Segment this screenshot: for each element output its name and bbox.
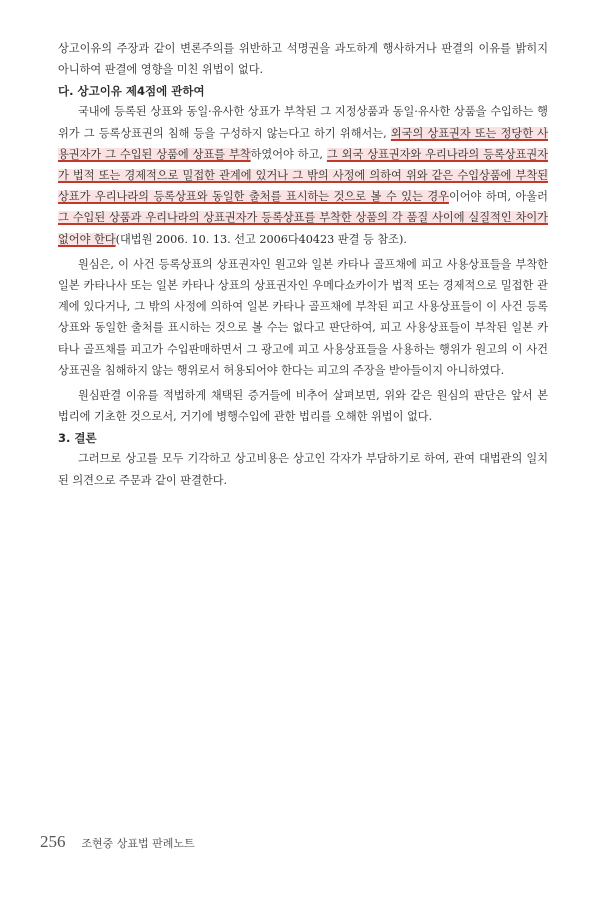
paragraph-2-text-d: (대법원 2006. 10. 13. 선고 2006다40423 판결 등 참조). <box>115 232 407 246</box>
paragraph-2-text-c: 이어야 하며, 아울러 <box>448 190 548 204</box>
highlighted-text-1: 외국의 상표권자 또는 정당한 사용권자가 그 수입된 상품에 상표를 부착 <box>58 126 548 161</box>
document-page <box>58 38 548 491</box>
paragraph-3: 원심은, 이 사건 등록상표의 상표권자인 원고와 일본 카타나 골프채에 피고 사용상표들을 부착한 일본 카타나사 또는 일본 카타나 상표의 상표권자인 우메다쇼카이가 법적 또는 경제적으로 밀접한 관계에 있다거나, 그 밖의 사정에 의하여 일본 카타나 골프채에 부착된 피고 사용상표들이 이 사건 등록상표와 동일한 출처를 표시하는 것으로 볼 수는 없다고 판단하여, 피고 사용상표들이 부착된 일본 카타나 골프채를 피고가 수입판매하면서 그 광고에 피고 사용상표들을 사용하는 행위가 원고의 이 사건 상표권을 침해하지 않는 행위로서 허용되어야 한다는 피고의 주장을 받아들이지 아니하였다. <box>58 257 548 377</box>
paragraph-5: 그러므로 상고를 모두 기각하고 상고비용은 상고인 각자가 부담하기로 하여, 관여 대법관의 일치된 의견으로 주문과 같이 판결한다. <box>58 452 548 487</box>
highlighted-text-3: 그 수입된 상품과 우리나라의 상표권자가 등록상표를 부착한 상품의 각 품질 사이에 실질적인 차이가 없어야 한다 <box>58 211 548 246</box>
paragraph-4: 원심판결 이유를 적법하게 채택된 증거들에 비추어 살펴보면, 위와 같은 원심의 판단은 앞서 본 법리에 기초한 것으로서, 거기에 병행수입에 관한 법리를 오해한 위법이 없다. <box>58 389 548 424</box>
section-heading-d: 다. 상고이유 제4점에 관하여 <box>58 84 205 99</box>
section-heading-3: 3. 결론 <box>58 431 97 446</box>
page-footer <box>40 832 195 852</box>
paragraph-2-text-a: 국내에 등록된 상표와 동일·유사한 상표가 부착된 그 지정상품과 동일·유사한 상품을 수입하는 행위가 그 등록상표권의 침해 등을 구성하지 않는다고 하기 위해서는, <box>58 105 548 140</box>
page-number: 256 <box>40 832 66 851</box>
paragraph-2-text-b: 하였어야 하고, <box>250 147 327 161</box>
paragraph-2 <box>58 101 548 249</box>
highlighted-text-2: 그 외국 상표권자와 우리나라의 등록상표권자가 법적 또는 경제적으로 밀접한 관계에 있거나 그 밖의 사정에 의하여 위와 같은 수입상품에 부착된 상표가 우리나라의 등록상표와 동일한 출처를 표시하는 것으로 볼 수 있는 경우 <box>58 147 549 204</box>
book-title: 조현중 상표법 판례노트 <box>81 837 195 850</box>
paragraph-1: 상고이유의 주장과 같이 변론주의를 위반하고 석명권을 과도하게 행사하거나 판결의 이유를 밝히지 아니하여 판결에 영향을 미친 위법이 없다. <box>58 42 548 77</box>
